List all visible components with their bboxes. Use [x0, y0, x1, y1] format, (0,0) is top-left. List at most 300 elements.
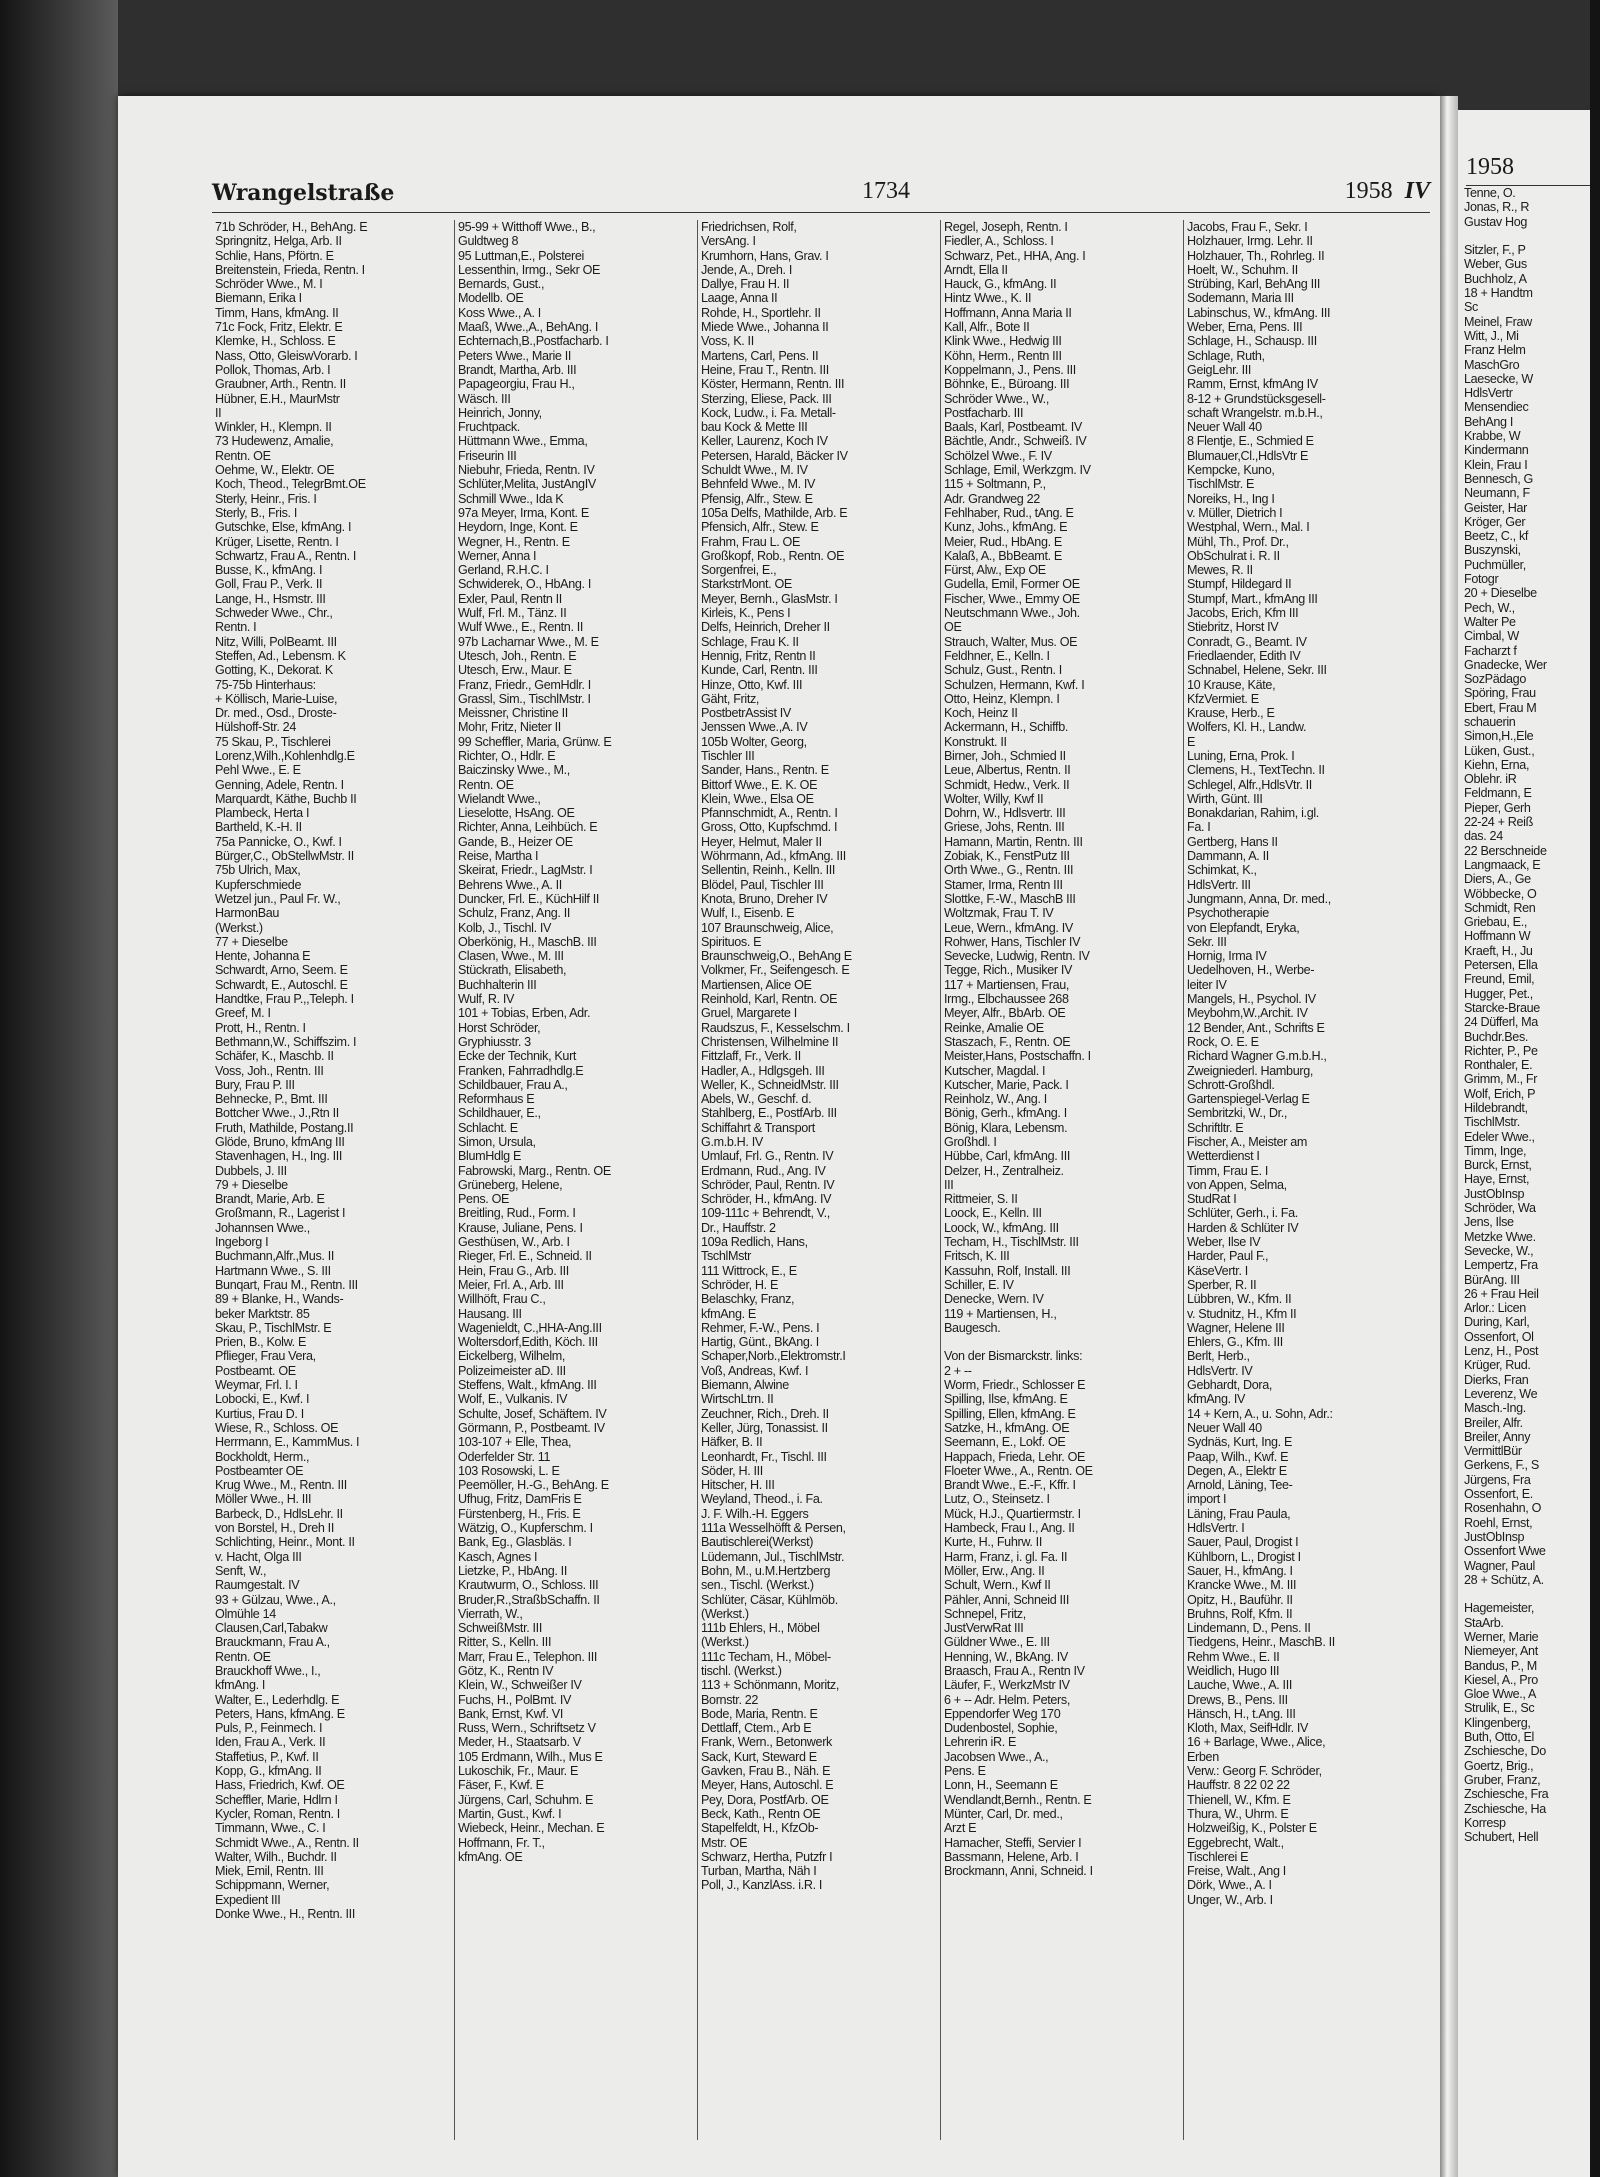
directory-entry: v. Studnitz, H., Kfm II: [1187, 1306, 1297, 1321]
directory-entry: Erben: [1187, 1749, 1219, 1764]
directory-entry: 6 + -- Adr. Helm. Peters,: [944, 1692, 1070, 1707]
directory-entry: Kassuhn, Rolf, Install. III: [944, 1263, 1071, 1278]
directory-entry: import I: [1187, 1492, 1227, 1507]
directory-entry: Arndt, Ella II: [944, 262, 1008, 277]
directory-entry: Denecke, Wern. IV: [944, 1292, 1044, 1307]
directory-entry: 73 Hudewenz, Amalie,: [215, 434, 334, 449]
directory-entry: 8-12 + Grundstücksgesell-: [1187, 391, 1326, 406]
directory-column-5: [1184, 220, 1427, 2140]
directory-entry: Krause, Juliane, Pens. I: [458, 1220, 583, 1235]
directory-entry: G.m.b.H. IV: [701, 1135, 763, 1149]
directory-entry: Sterly, Heinr., Fris. I: [215, 491, 317, 506]
directory-entry: Schröder, H. E: [701, 1277, 778, 1292]
directory-entry: Weyland, Theod., i. Fa.: [701, 1492, 823, 1507]
directory-entry: Mstr. OE: [701, 1835, 748, 1850]
directory-entry: III: [944, 1177, 954, 1192]
directory-entry: Hauck, G., kfmAng. II: [944, 277, 1057, 292]
directory-entry: Hein, Frau G., Arb. III: [458, 1263, 569, 1278]
directory-entry: Ecke der Technik, Kurt: [458, 1049, 577, 1064]
directory-entry: Tischlerei E: [1187, 1849, 1249, 1864]
directory-entry: Schröder, H., kfmAng. IV: [701, 1192, 832, 1207]
next-page-entry: Facharzt f: [1464, 643, 1517, 658]
next-page-entry: Simon,H.,Ele: [1464, 729, 1534, 744]
directory-entry: Wöhrmann, Ad., kfmAng. III: [701, 849, 846, 864]
directory-entry: Weidlich, Hugo III: [1187, 1663, 1280, 1678]
directory-entry: 71b Schröder, H., BehAng. E: [215, 220, 368, 234]
directory-entry: Labinschus, W., kfmAng. III: [1187, 305, 1331, 320]
directory-entry: Bruder,R.,StraßbSchaffn. II: [458, 1592, 600, 1607]
directory-entry: Tiedgens, Heinr., MaschB. II: [1187, 1635, 1335, 1650]
directory-entry: Schmidt Wwe., A., Rentn. II: [215, 1835, 359, 1850]
directory-entry: von Elepfandt, Eryka,: [1187, 920, 1300, 935]
directory-entry: Wetterdienst I: [1187, 1149, 1260, 1164]
directory-entry: Steffens, Walt., kfmAng. III: [458, 1378, 597, 1393]
directory-entry: Rock, O. E. E: [1187, 1034, 1259, 1049]
directory-entry: Kunz, Johs., kfmAng. E: [944, 520, 1068, 535]
directory-entry: Wagenieldt, C.,HHA-Ang.III: [458, 1320, 602, 1335]
directory-entry: Schlüter, Cäsar, Kühlmöb.: [701, 1592, 838, 1607]
directory-entry: Rieger, Frl. E., Schneid. II: [458, 1249, 592, 1264]
directory-entry: Jürgens, Carl, Schuhm. E: [458, 1792, 594, 1807]
directory-entry: Wirth, Günt. III: [1187, 791, 1263, 806]
directory-entry: 77 + Dieselbe: [215, 934, 288, 949]
directory-entry: Schlage, Ruth,: [1187, 348, 1265, 363]
directory-entry: Koppelmann, J., Pens. III: [944, 362, 1076, 377]
next-page-entry: Timm, Inge,: [1464, 1143, 1527, 1158]
directory-entry: Gerland, R.H.C. I: [458, 563, 549, 578]
directory-entry: Ingeborg I: [215, 1235, 269, 1250]
directory-entry: Scheffler, Marie, Hdlrn I: [215, 1792, 338, 1807]
directory-entry: Peters Wwe., Marie II: [458, 348, 572, 363]
directory-entry: 75 Skau, P., Tischlerei: [215, 734, 331, 749]
directory-entry: Breitling, Rud., Form. I: [458, 1206, 576, 1221]
directory-entry: 105a Delfs, Mathilde, Arb. E: [701, 505, 848, 520]
directory-entry: Gutschke, Else, kfmAng. I: [215, 520, 352, 535]
directory-entry: 111 Wittrock, E., E: [701, 1263, 797, 1278]
directory-entry: Lietzke, P., HbAng. II: [458, 1563, 567, 1578]
directory-entry: Koss Wwe., A. I: [458, 305, 541, 320]
next-page-entry: Meinel, Fraw: [1464, 314, 1532, 329]
directory-entry: Schaper,Norb.,Elektromstr.I: [701, 1349, 846, 1364]
directory-entry: kfmAng. IV: [1187, 1392, 1246, 1407]
directory-entry: Sembritzki, W., Dr.,: [1187, 1106, 1288, 1121]
directory-entry: Götz, K., Rentn IV: [458, 1663, 554, 1678]
directory-entry: Willhöft, Frau C.,: [458, 1292, 546, 1307]
directory-entry: Krautwurm, O., Schloss. III: [458, 1578, 599, 1593]
next-page-entry: Korresp: [1464, 1815, 1506, 1830]
directory-entry: Oberkönig, H., MaschB. III: [458, 934, 597, 949]
directory-entry: Kutscher, Marie, Pack. I: [944, 1077, 1069, 1092]
directory-entry: Barbeck, D., HdlsLehr. II: [215, 1506, 343, 1521]
directory-entry: Möller Wwe., H. III: [215, 1492, 312, 1507]
directory-entry: Wulf, Frl. M., Tänz. II: [458, 606, 567, 621]
directory-entry: Schulte, Josef, Schäftem. IV: [458, 1406, 607, 1421]
directory-entry: Buchhalterin III: [458, 977, 537, 992]
directory-entry: Guldtweg 8: [458, 234, 519, 249]
directory-entry: Klein, W., Schweißer IV: [458, 1678, 582, 1693]
next-page-entry: Hoffmann W: [1464, 929, 1531, 944]
directory-entry: Jacobs, Frau F., Sekr. I: [1187, 220, 1308, 234]
next-page-entry: Bennesch, G: [1464, 471, 1533, 486]
directory-entry: Peters, Hans, kfmAng. E: [215, 1706, 345, 1721]
directory-entry: Sterzing, Eliese, Pack. III: [701, 391, 832, 406]
directory-entry: Keller, Laurenz, Koch IV: [701, 434, 828, 449]
directory-entry: Nass, Otto, GleiswVorarb. I: [215, 348, 358, 363]
directory-entry: Prott, H., Rentn. I: [215, 1020, 306, 1035]
directory-entry: Reinholz, W., Ang. I: [944, 1092, 1047, 1107]
directory-entry: StarkstrMont. OE: [701, 577, 792, 592]
directory-entry: Wagner, Helene III: [1187, 1320, 1285, 1335]
next-page-entry: Laesecke, W: [1464, 371, 1533, 386]
directory-entry: Thura, W., Uhrm. E: [1187, 1806, 1289, 1821]
directory-entry: tischl. (Werkst.): [701, 1663, 782, 1678]
next-page-entry: Krabbe, W: [1464, 429, 1521, 444]
directory-entry: Raudszus, F., Kesselschm. I: [701, 1020, 850, 1035]
directory-entry: Duncker, Frl. E., KüchHilf II: [458, 891, 600, 906]
directory-entry: Staszach, F., Rentn. OE: [944, 1034, 1071, 1049]
directory-entry: Schimkat, K.,: [1187, 863, 1257, 878]
next-page-entry: Walter Pe: [1464, 614, 1516, 629]
directory-entry: Buchmann,Alfr.,Mus. II: [215, 1249, 334, 1264]
directory-entry: Luning, Erna, Prok. I: [1187, 748, 1295, 763]
directory-entry: Unger, W., Arb. I: [1187, 1892, 1273, 1907]
directory-entry: Frank, Wern., Betonwerk: [701, 1735, 832, 1750]
directory-entry: Slottke, F.-W., MaschB III: [944, 891, 1076, 906]
directory-entry: Brandt, Martha, Arb. III: [458, 362, 577, 377]
directory-entry: Pfensich, Alfr., Stew. E: [701, 520, 819, 535]
directory-entry: Franz, Friedr., GemHdlr. I: [458, 677, 591, 692]
directory-entry: Martin, Gust., Kwf. I: [458, 1806, 562, 1821]
directory-entry: Stumpf, Hildegard II: [1187, 577, 1292, 592]
directory-entry: Bottcher Wwe., J.,Rtn II: [215, 1106, 339, 1121]
directory-entry: Hornig, Irma IV: [1187, 949, 1267, 964]
directory-entry: Münter, Carl, Dr. med.,: [944, 1806, 1063, 1821]
next-page-entry: Mensendiec: [1464, 400, 1529, 415]
next-page-entry: Kindermann: [1464, 443, 1529, 458]
directory-entry: Hoffmann, Fr. T.,: [458, 1835, 545, 1850]
next-page-entry: BehAng I: [1464, 414, 1514, 429]
directory-entry: Kopp, G., kfmAng. II: [215, 1764, 322, 1779]
directory-entry: Wolter, Willy, Kwf II: [944, 791, 1044, 806]
directory-entry: Schölzel Wwe., F. IV: [944, 448, 1052, 463]
directory-entry: Hambeck, Frau I., Ang. II: [944, 1521, 1075, 1536]
directory-entry: + Köllisch, Marie-Luise,: [215, 691, 338, 706]
directory-entry: Donke Wwe., H., Rentn. III: [215, 1907, 355, 1922]
directory-entry: Krug Wwe., M., Rentn. III: [215, 1478, 347, 1493]
directory-entry: Martens, Carl, Pens. II: [701, 348, 819, 363]
directory-entry: Klink Wwe., Hedwig III: [944, 334, 1062, 349]
directory-entry: Bohn, M., u.M.Hertzberg: [701, 1563, 831, 1578]
next-page-entry: JustObInsp: [1464, 1529, 1525, 1544]
directory-entry: Braunschweig,O., BehAng E: [701, 949, 852, 964]
next-page-entry: Buth, Otto, El: [1464, 1730, 1534, 1745]
directory-entry: Schriftltr. E: [1187, 1120, 1244, 1135]
directory-entry: Läning, Frau Paula,: [1187, 1506, 1291, 1521]
directory-entry: ObSchulrat i. R. II: [1187, 548, 1280, 563]
directory-entry: Mohr, Fritz, Nieter II: [458, 720, 561, 735]
directory-entry: Sydnäs, Kurt, Ing. E: [1187, 1435, 1293, 1450]
directory-entry: Griese, Johs, Rentn. III: [944, 820, 1065, 835]
directory-entry: Lehrerin iR. E: [944, 1735, 1017, 1750]
directory-entry: Hübbe, Carl, kfmAng. III: [944, 1149, 1070, 1164]
directory-entry: Dr., Hauffstr. 2: [701, 1220, 776, 1235]
directory-entry: von Borstel, H., Dreh II: [215, 1521, 334, 1536]
next-page-entry: Beetz, C., kf: [1464, 529, 1529, 544]
directory-entry: Wielandt Wwe.,: [458, 791, 541, 806]
next-page-entry: Klein, Frau I: [1464, 457, 1528, 472]
directory-entry: Hänsch, H., t.Ang. III: [1187, 1706, 1296, 1721]
directory-entry: Schröder Wwe., M. I: [215, 277, 323, 292]
next-page-entry: Oblehr. iR: [1464, 772, 1517, 787]
directory-entry: Wätzig, O., Kupferschm. I: [458, 1521, 593, 1536]
directory-entry: Voß, Andreas, Kwf. I: [701, 1363, 809, 1378]
next-page-entry: Kiehn, Erna,: [1464, 757, 1530, 772]
directory-entry: Pollok, Thomas, Arb. I: [215, 362, 331, 377]
next-page-entry: Breiler, Alfr.: [1464, 1415, 1523, 1430]
next-page-entry: Gruber, Franz,: [1464, 1772, 1541, 1787]
directory-entry: Steffen, Ad., Lebensm. K: [215, 648, 346, 663]
next-page-entry: Petersen, Ella: [1464, 958, 1538, 973]
directory-entry: Kutscher, Magdal. I: [944, 1063, 1046, 1078]
directory-entry: Horst Schröder,: [458, 1020, 541, 1035]
next-page-entry: 18 + Handtm: [1464, 286, 1533, 301]
next-page-entry: VermittlBür: [1464, 1444, 1522, 1459]
directory-entry: Rehmer, F.-W., Pens. I: [701, 1320, 820, 1335]
next-page-entry: schauerin: [1464, 714, 1516, 729]
directory-entry: Birner, Joh., Schmied II: [944, 748, 1066, 763]
next-page-entry: Masch.-Ing.: [1464, 1401, 1526, 1416]
directory-entry: Rohde, H., Sportlehr. II: [701, 305, 821, 320]
directory-entry: 12 Bender, Ant., Schrifts E: [1187, 1020, 1325, 1035]
directory-entry: Keller, Jürg, Tonassist. II: [701, 1420, 828, 1435]
directory-entry: Olmühle 14: [215, 1606, 276, 1621]
directory-entry: Wulf, I., Eisenb. E: [701, 906, 795, 921]
next-page-entry: Wagner, Paul: [1464, 1558, 1535, 1573]
directory-entry: Schröder, Paul, Rentn. IV: [701, 1177, 835, 1192]
directory-entry: Greef, M. I: [215, 1006, 271, 1021]
directory-entry: Schlacht. E: [458, 1120, 518, 1135]
directory-entry: Fiedler, A., Schloss. I: [944, 234, 1054, 249]
directory-entry: Stahlberg, E., PostfArb. III: [701, 1106, 837, 1121]
directory-entry: Harder, Paul F.,: [1187, 1249, 1269, 1264]
directory-entry: Hintz Wwe., K. II: [944, 291, 1032, 306]
next-page-entry: Kiesel, A., Pro: [1464, 1672, 1538, 1687]
directory-entry: Fruth, Mathilde, Postang.II: [215, 1120, 354, 1135]
next-page-entry: Schubert, Hell: [1464, 1830, 1539, 1845]
directory-entry: Conradt, G., Beamt. IV: [1187, 634, 1307, 649]
directory-entry: VersAng. I: [701, 234, 756, 249]
directory-entry: (Werkst.): [701, 1635, 749, 1650]
directory-entry: Hinze, Otto, Kwf. III: [701, 677, 803, 692]
directory-entry: leiter IV: [1187, 977, 1227, 992]
directory-entry: Schnepel, Fritz,: [944, 1606, 1026, 1621]
directory-entry: SchweißMstr. III: [458, 1621, 542, 1636]
directory-entry: Dörk, Wwe., A. I: [1187, 1878, 1272, 1893]
directory-entry: Richter, O., Hdlr. E: [458, 748, 556, 763]
directory-entry: Wiebeck, Heinr., Mechan. E: [458, 1821, 605, 1836]
directory-entry: Krause, Herb., E: [1187, 706, 1275, 721]
directory-entry: 111a Wesselhöfft & Persen,: [701, 1521, 846, 1536]
directory-entry: 103-107 + Elle, Thea,: [458, 1435, 572, 1450]
directory-entry: Frahm, Frau L. OE: [701, 534, 801, 549]
directory-entry: Staffetius, P., Kwf. II: [215, 1749, 319, 1764]
directory-entry: sen., Tischl. (Werkst.): [701, 1578, 814, 1593]
directory-entry: Floeter Wwe., A., Rentn. OE: [944, 1463, 1093, 1478]
directory-entry: Schwartz, Frau A., Rentn. I: [215, 548, 357, 563]
directory-entry: Meister,Hans, Postschaffn. I: [944, 1049, 1091, 1064]
directory-entry: Meybohm,W.,Archit. IV: [1187, 1006, 1308, 1021]
next-page-entry: Richter, P., Pe: [1464, 1043, 1538, 1058]
directory-entry: Pey, Dora, PostfArb. OE: [701, 1792, 829, 1807]
directory-entry: Rehm Wwe., E. II: [1187, 1649, 1280, 1664]
directory-entry: Konstrukt. II: [944, 734, 1007, 749]
directory-entry: Tegge, Rich., Musiker IV: [944, 963, 1073, 978]
directory-entry: Wolf, E., Vulkanis. IV: [458, 1392, 568, 1407]
directory-entry: Pfannschmidt, A., Rentn. I: [701, 806, 838, 821]
directory-entry: Postfacharb. III: [944, 405, 1024, 420]
next-page-entry: 26 + Frau Heil: [1464, 1286, 1539, 1301]
next-page-entry: Lüken, Gust.,: [1464, 743, 1535, 758]
directory-entry: 99 Scheffler, Maria, Grünw. E: [458, 734, 612, 749]
directory-entry: Behnecke, P., Bmt. III: [215, 1092, 328, 1107]
directory-entry: Sevecke, Ludwig, Rentn. IV: [944, 949, 1090, 964]
directory-entry: Rittmeier, S. II: [944, 1192, 1018, 1207]
directory-entry: Hülshoff-Str. 24: [215, 720, 296, 735]
directory-entry: Mühl, Th., Prof. Dr.,: [1187, 534, 1289, 549]
directory-entry: Schiffahrt & Transport: [701, 1120, 815, 1135]
directory-column-4: [941, 220, 1184, 2140]
next-page-lines: [1458, 186, 1600, 1844]
directory-entry: 93 + Gülzau, Wwe., A.,: [215, 1592, 336, 1607]
directory-entry: Gotting, K., Dekorat. K: [215, 663, 333, 678]
directory-entry: 95 Luttman,E., Polsterei: [458, 248, 585, 263]
directory-entry: Stiebritz, Horst IV: [1187, 620, 1279, 635]
directory-entry: Köhn, Herm., Rentn III: [944, 348, 1062, 363]
directory-entry: Dettlaff, Ctem., Arb E: [701, 1721, 812, 1736]
directory-entry: Degen, A., Elektr E: [1187, 1463, 1287, 1478]
directory-entry: PostbetrAssist IV: [701, 706, 791, 721]
directory-entry: Baugesch.: [944, 1320, 1001, 1335]
directory-entry: Maaß, Wwe.,A., BehAng. I: [458, 320, 598, 335]
next-page-entry: Hagemeister,: [1464, 1601, 1534, 1616]
directory-entry: Adr. Grandweg 22: [944, 491, 1040, 506]
directory-entry: Woltzmak, Frau T. IV: [944, 906, 1054, 921]
next-page-entry: Zschiesche, Do: [1464, 1744, 1546, 1759]
directory-entry: Seemann, E., Lokf. OE: [944, 1435, 1066, 1450]
directory-entry: Schlüter, Gerh., i. Fa.: [1187, 1206, 1298, 1221]
directory-entry: Glöde, Bruno, kfmAng III: [215, 1135, 345, 1149]
directory-entry: Schlage, H., Schausp. III: [1187, 334, 1317, 349]
directory-entry: Leue, Wern., kfmAng. IV: [944, 920, 1073, 935]
directory-entry: Busse, K., kfmAng. I: [215, 563, 323, 578]
book-gutter: [1440, 96, 1458, 2177]
directory-entry: Arzt E: [944, 1821, 977, 1836]
directory-entry: Reformhaus E: [458, 1092, 535, 1107]
directory-entry: Schwardt, E., Autoschl. E: [215, 977, 348, 992]
directory-entry: 75-75b Hinterhaus:: [215, 677, 316, 692]
directory-entry: Hübner, E.H., MaurMstr: [215, 391, 340, 406]
directory-entry: Turban, Martha, Näh I: [701, 1864, 817, 1879]
next-page-entry: Edeler Wwe.,: [1464, 1129, 1535, 1144]
directory-entry: Lonn, H., Seemann E: [944, 1778, 1058, 1793]
next-page-entry: Geister, Har: [1464, 500, 1527, 515]
next-page-entry: Weber, Gus: [1464, 257, 1527, 272]
directory-entry: Bank, Eg., Glasbläs. I: [458, 1535, 572, 1550]
directory-entry: Simon, Ursula,: [458, 1135, 536, 1149]
next-page-entry: Arlor.: Licen: [1464, 1301, 1526, 1316]
directory-entry: Expedient III: [215, 1892, 281, 1907]
directory-entry: Bartheld, K.-H. II: [215, 820, 302, 835]
next-page-entry: TischlMstr.: [1464, 1115, 1520, 1130]
directory-entry: Richard Wagner G.m.b.H.,: [1187, 1049, 1327, 1064]
directory-entry: Herrmann, E., KammMus. I: [215, 1435, 360, 1450]
directory-entry: Stamer, Irma, Rentn III: [944, 877, 1063, 892]
directory-entry: Irmg., Elbchaussee 268: [944, 992, 1069, 1007]
directory-entry: Henning, W., BkAng. IV: [944, 1649, 1068, 1664]
next-page-entry: During, Karl,: [1464, 1315, 1530, 1330]
next-page-entry: Burck, Ernst,: [1464, 1158, 1532, 1173]
directory-entry: Heinrich, Jonny,: [458, 405, 542, 420]
next-page-entry: 22-24 + Reiß: [1464, 815, 1533, 830]
directory-entry: Bönig, Klara, Lebensm.: [944, 1120, 1068, 1135]
directory-entry: Ramm, Ernst, kfmAng IV: [1187, 377, 1318, 392]
directory-entry: Erdmann, Rud., Ang. IV: [701, 1163, 826, 1178]
directory-entry: Wegner, H., Rentn. E: [458, 534, 570, 549]
directory-entry: Mangels, H., Psychol. IV: [1187, 992, 1316, 1007]
directory-entry: Meyer, Bernh., GlasMstr. I: [701, 591, 838, 606]
next-page-entry: MaschGro: [1464, 357, 1520, 372]
directory-entry: Hitscher, H. III: [701, 1478, 775, 1493]
directory-entry: Modellb. OE: [458, 291, 524, 306]
directory-entry: Werner, Anna I: [458, 548, 537, 563]
next-page-entry: StaArb.: [1464, 1615, 1504, 1630]
next-page-entry: Fotogr: [1464, 572, 1499, 587]
directory-entry: Meyer, Alfr., BbArb. OE: [944, 1006, 1066, 1021]
directory-entry: Hoffmann, Anna Maria II: [944, 305, 1072, 320]
directory-entry: Kolb, J., Tischl. IV: [458, 920, 552, 935]
directory-entry: Fürst, Alw., Exp OE: [944, 563, 1046, 578]
directory-entry: Kock, Ludw., i. Fa. Metall-: [701, 405, 836, 420]
directory-entry: 107 Braunschweig, Alice,: [701, 920, 834, 935]
directory-entry: Großhdl. I: [944, 1135, 997, 1149]
directory-entry: Regel, Joseph, Rentn. I: [944, 220, 1068, 234]
directory-entry: Möller, Erw., Ang. II: [944, 1563, 1045, 1578]
directory-entry: Knota, Bruno, Dreher IV: [701, 891, 828, 906]
directory-entry: Bürger,C., ObStellwMstr. II: [215, 849, 354, 864]
directory-entry: Schröder Wwe., W.,: [944, 391, 1049, 406]
directory-entry: Fruchtpack.: [458, 420, 520, 435]
directory-entry: Jacobs, Erich, Kfm III: [1187, 606, 1299, 621]
directory-entry: Weymar, Frl. I. I: [215, 1378, 298, 1393]
directory-entry: Springnitz, Helga, Arb. II: [215, 234, 342, 249]
directory-entry: Lorenz,Wilh.,Kohlenhdlg.E: [215, 748, 355, 763]
directory-entry: 71c Fock, Fritz, Elektr. E: [215, 320, 343, 335]
next-page-entry: Wöbbecke, O: [1464, 886, 1537, 901]
next-page-entry: Gustav Hog: [1464, 214, 1527, 229]
directory-entry: Niebuhr, Frieda, Rentn. IV: [458, 463, 595, 478]
directory-entry: Blödel, Paul, Tischler III: [701, 877, 824, 892]
directory-entry: Brauckhoff Wwe., I.,: [215, 1663, 321, 1678]
directory-entry: Sauer, Paul, Drogist I: [1187, 1535, 1299, 1550]
next-page-entry: Schröder, Wa: [1464, 1201, 1536, 1216]
directory-entry: Vierrath, W.,: [458, 1606, 523, 1621]
directory-entry: Sauer, H., kfmAng. I: [1187, 1563, 1293, 1578]
directory-entry: Schildbauer, Frau A.,: [458, 1077, 568, 1092]
next-page-entry: Haye, Ernst,: [1464, 1172, 1530, 1187]
directory-entry: Schiller, E. IV: [944, 1277, 1014, 1292]
directory-entry: Krüger, Lisette, Rentn. I: [215, 534, 339, 549]
directory-entry: Spilling, Ilse, kfmAng. E: [944, 1392, 1068, 1407]
